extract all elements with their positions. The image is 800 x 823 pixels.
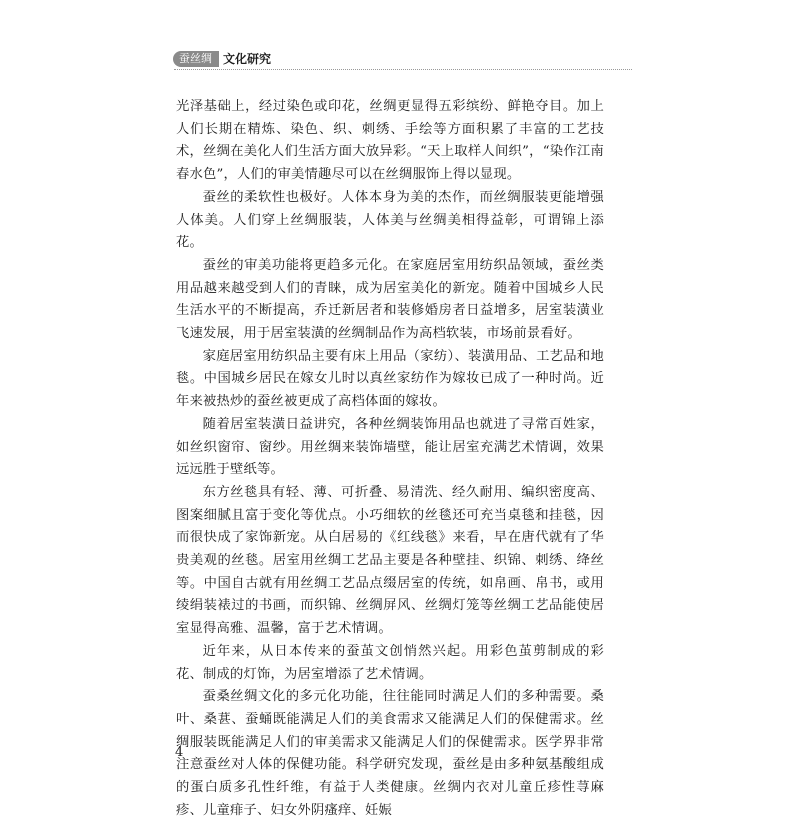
paragraph: 近年来，从日本传来的蚕茧文创悄然兴起。用彩色茧剪制成的彩花、制成的灯饰，为居室增添了艺术情调。 — [176, 643, 604, 682]
paragraph: 光泽基础上，经过染色或印花，丝绸更显得五彩缤纷、鲜艳夺目。加上人们长期在精炼、染色、织、刺绣、手绘等方面积累了丰富的工艺技术，丝绸在美化人们生活方面大放异彩。“天上取样人间织”，“染作江南春水色”，人们的审美情趣尽可以在丝绸服饰上得以显现。 — [176, 99, 604, 183]
running-header — [173, 51, 271, 67]
body-text — [176, 96, 604, 823]
header-badge: 蚕丝绸 — [173, 51, 219, 67]
header-divider — [174, 69, 632, 70]
paragraph: 东方丝毯具有轻、薄、可折叠、易清洗、经久耐用、编织密度高、图案细腻且富于变化等优点。小巧细软的丝毯还可充当桌毯和挂毯，因而很快成了家饰新宠。从白居易的《红线毯》来看，早在唐代就有了华贵美观的丝毯。居室用丝绸工艺品主要是各种壁挂、织锦、刺绣、绛丝等。中国自古就有用丝绸工艺品点缀居室的传统，如帛画、帛书，或用绫绢装裱过的书画，而织锦、丝绸屏风、丝绸灯笼等丝绸工艺品能使居室显得高雅、温馨，富于艺术情调。 — [176, 484, 604, 637]
page-number: 4 — [175, 745, 184, 760]
paragraph: 蚕丝的柔软性也极好。人体本身为美的杰作，而丝绸服装更能增强人体美。人们穿上丝绸服装，人体美与丝绸美相得益彰，可谓锦上添花。 — [176, 189, 604, 251]
paragraph: 蚕丝的审美功能将更趋多元化。在家庭居室用纺织品领域，蚕丝类用品越来越受到人们的青睐，成为居室美化的新宠。随着中国城乡人民生活水平的不断提高，乔迁新居者和装修婚房者日益增多，居室装潢业飞速发展，用于居室装潢的丝绸制品作为高档软装，市场前景看好。 — [176, 257, 604, 342]
paragraph: 蚕桑丝绸文化的多元化功能，往往能同时满足人们的多种需要。桑叶、桑葚、蚕蛹既能满足人们的美食需求又能满足人们的保健需求。丝绸服装既能满足人们的审美需求又能满足人们的保健需求。医学界非常注意蚕丝对人体的保健功能。科学研究发现，蚕丝是由多种氨基酸组成的蛋白质多孔性纤维，有益于人类健康。丝绸内衣对儿童丘疹性荨麻疹、儿童痱子、妇女外阴瘙痒、妊娠 — [176, 689, 604, 818]
paragraph: 家庭居室用纺织品主要有床上用品（家纺）、装潢用品、工艺品和地毯。中国城乡居民在嫁女儿时以真丝家纺作为嫁妆已成了一种时尚。近年来被热炒的蚕丝被更成了高档体面的嫁妆。 — [176, 348, 604, 410]
header-title: 文化研究 — [223, 52, 272, 66]
paragraph: 随着居室装潢日益讲究，各种丝绸装饰用品也就进了寻常百姓家，如丝织窗帘、窗纱。用丝绸来装饰墙壁，能让居室充满艺术情调，效果远远胜于壁纸等。 — [176, 416, 604, 478]
